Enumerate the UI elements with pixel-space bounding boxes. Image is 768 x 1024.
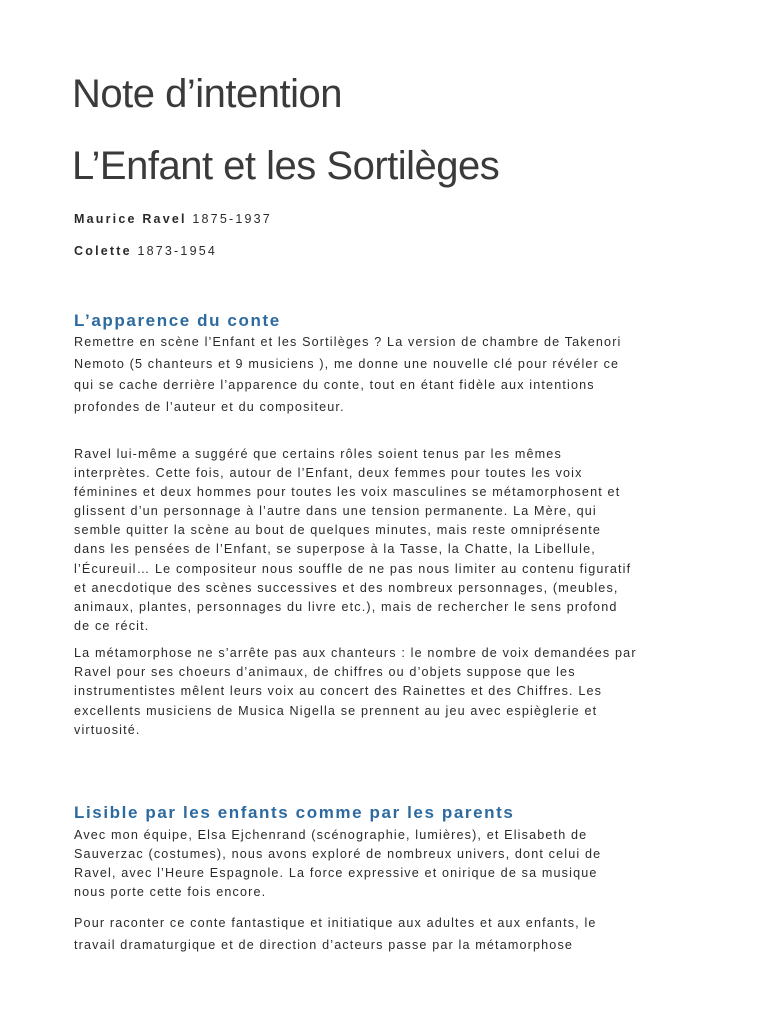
- text-line: Remettre en scène l’Enfant et les Sortilèges ? La version de chambre de Takenori: [74, 335, 622, 349]
- text-line: Avec mon équipe, Elsa Ejchenrand (scénographie, lumières), et Elisabeth de: [74, 828, 588, 842]
- text-line: Pour raconter ce conte fantastique et initiatique aux adultes et aux enfants, le: [74, 916, 597, 930]
- text-line: instrumentistes mêlent leurs voix au concert des Rainettes et des Chiffres. Les: [74, 684, 603, 699]
- paragraph: [74, 913, 702, 956]
- text-line: Sauverzac (costumes), nous avons exploré de nombreux univers, dont celui de: [74, 847, 602, 862]
- text-line: Nemoto (5 chanteurs et 9 musiciens ), me donne une nouvelle clé pour révéler ce: [74, 356, 620, 371]
- librettist-name: Colette: [74, 244, 132, 258]
- text-line: animaux, plantes, personnages du livre etc.), mais de rechercher le sens profond: [74, 599, 618, 614]
- text-line: qui se cache derrière l’apparence du conte, tout en étant fidèle aux intentions: [74, 378, 595, 393]
- text-line: féminines et deux hommes pour toutes les voix masculines se métamorphosent et: [74, 485, 621, 500]
- text-line: nous porte cette fois encore.: [74, 885, 267, 900]
- paragraph: [74, 826, 702, 902]
- section-heading: Lisible par les enfants comme par les parents: [74, 803, 515, 822]
- text-line: et anecdotique des scènes successives et des nombreux personnages, (meubles,: [74, 580, 619, 595]
- librettist-credit: [74, 243, 217, 259]
- paragraph: [74, 332, 702, 419]
- text-line: de ce récit.: [74, 618, 150, 633]
- section-heading: L’apparence du conte: [74, 311, 281, 330]
- paragraph: [74, 445, 702, 636]
- text-line: glissent d’un personnage à l’autre dans une tension permanente. La Mère, qui: [74, 504, 597, 519]
- text-line: travail dramaturgique et de direction d’acteurs passe par la métamorphose: [74, 937, 574, 952]
- text-line: Ravel, avec l’Heure Espagnole. La force expressive et onirique de sa musique: [74, 866, 598, 881]
- text-line: interprètes. Cette fois, autour de l’Enfant, deux femmes pour toutes les voix: [74, 466, 583, 481]
- composer-dates: 1875-1937: [192, 212, 272, 226]
- librettist-dates: 1873-1954: [137, 244, 218, 258]
- text-line: dans les pensées de l’Enfant, se superpose à la Tasse, la Chatte, la Libellule,: [74, 542, 596, 557]
- text-line: excellents musiciens de Musica Nigella se prennent au jeu avec espièglerie et: [74, 703, 598, 718]
- text-line: Ravel lui-même a suggéré que certains rôles soient tenus par les mêmes: [74, 447, 562, 461]
- page-title: Note d’intention: [72, 72, 342, 116]
- text-line: profondes de l’auteur et du compositeur.: [74, 400, 345, 415]
- text-line: virtuosité.: [74, 722, 141, 737]
- paragraph: [74, 644, 702, 740]
- text-line: La métamorphose ne s’arrête pas aux chanteurs : le nombre de voix demandées par: [74, 646, 637, 660]
- composer-credit: [74, 211, 272, 227]
- text-line: l’Écureuil… Le compositeur nous souffle de ne pas nous limiter au contenu figuratif: [74, 561, 632, 576]
- composer-name: Maurice Ravel: [74, 212, 187, 226]
- text-line: semble quitter la scène au bout de quelques minutes, mais reste omniprésente: [74, 523, 602, 538]
- text-line: Ravel pour ses choeurs d’animaux, de chiffres ou d’objets suppose que les: [74, 665, 576, 680]
- work-title: L’Enfant et les Sortilèges: [72, 144, 500, 188]
